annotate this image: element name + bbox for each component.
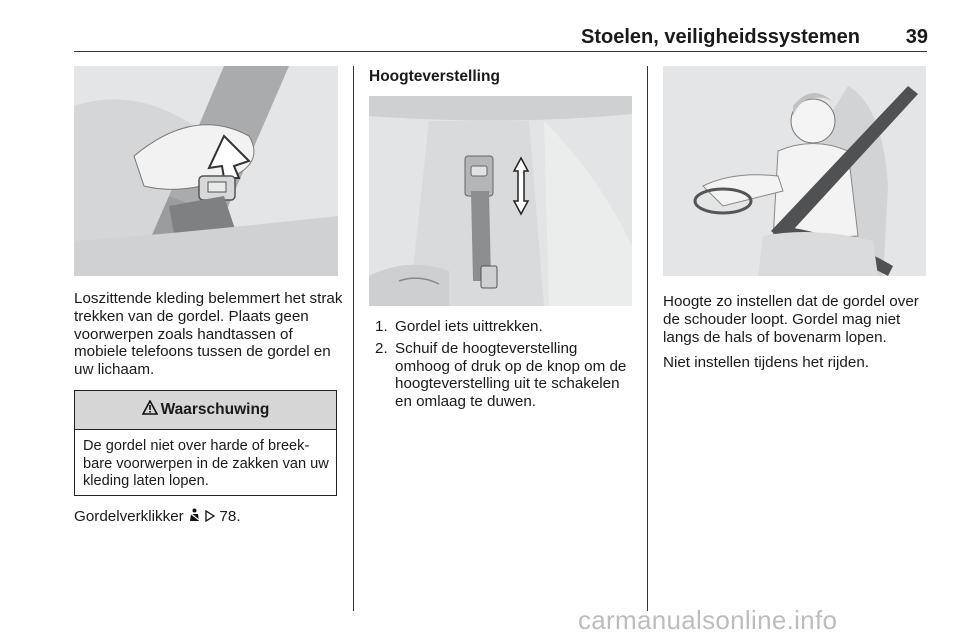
warning-box [74, 390, 337, 496]
step-number: 2. [375, 339, 388, 357]
page-reference [74, 508, 344, 526]
warning-triangle-icon [142, 400, 158, 420]
step-text: Gordel iets uittrekken. [395, 318, 543, 335]
header-rule [74, 51, 927, 52]
height-instruction-paragraph: Hoogte zo instellen dat de gordel over de schouder loopt. Gordel mag niet langs de hals of bovenarm lopen. [663, 293, 919, 346]
page-number: 39 [905, 26, 928, 48]
page-header-title: Stoelen, veiligheidssystemen [581, 26, 860, 48]
warning-header [75, 391, 336, 430]
list-item [369, 340, 634, 411]
column-divider [353, 66, 354, 611]
page-reference-arrow-icon [205, 508, 219, 525]
seatbelt-buckle-illustration [74, 66, 338, 276]
column3-text [663, 293, 935, 380]
seatbelt-reminder-icon [188, 508, 205, 525]
loose-clothing-paragraph: Loszittende kleding belemmert het strak trekken van de gordel. Plaats geen voorwerpen zoals handtassen of mobiele telefoons tussen de gordel en uw lichaam. [74, 290, 343, 379]
step-text: Schuif de hoogteverstelling omhoog of druk op de knop om de hoogteverstelling uit te schakelen en omlaag te duwen. [395, 339, 627, 411]
adjustment-steps [369, 318, 634, 415]
reference-text: Gordelverklikker [74, 508, 184, 525]
column-divider [647, 66, 648, 611]
warning-title: Waarschuwing [160, 401, 270, 418]
list-item [369, 318, 634, 336]
reference-page[interactable]: 78. [219, 508, 241, 525]
section-title: Hoogteverstelling [369, 68, 500, 85]
height-adjuster-illustration [369, 96, 632, 306]
driver-seatbelt-illustration [663, 66, 926, 276]
driving-warning-paragraph: Niet instellen tijdens het rijden. [663, 354, 869, 372]
watermark: carmanualsonline.info [578, 605, 838, 635]
warning-body: De gordel niet over harde of breek-bare voorwerpen in de zakken van uw kleding laten lopen. [83, 438, 329, 490]
step-number: 1. [375, 318, 388, 335]
